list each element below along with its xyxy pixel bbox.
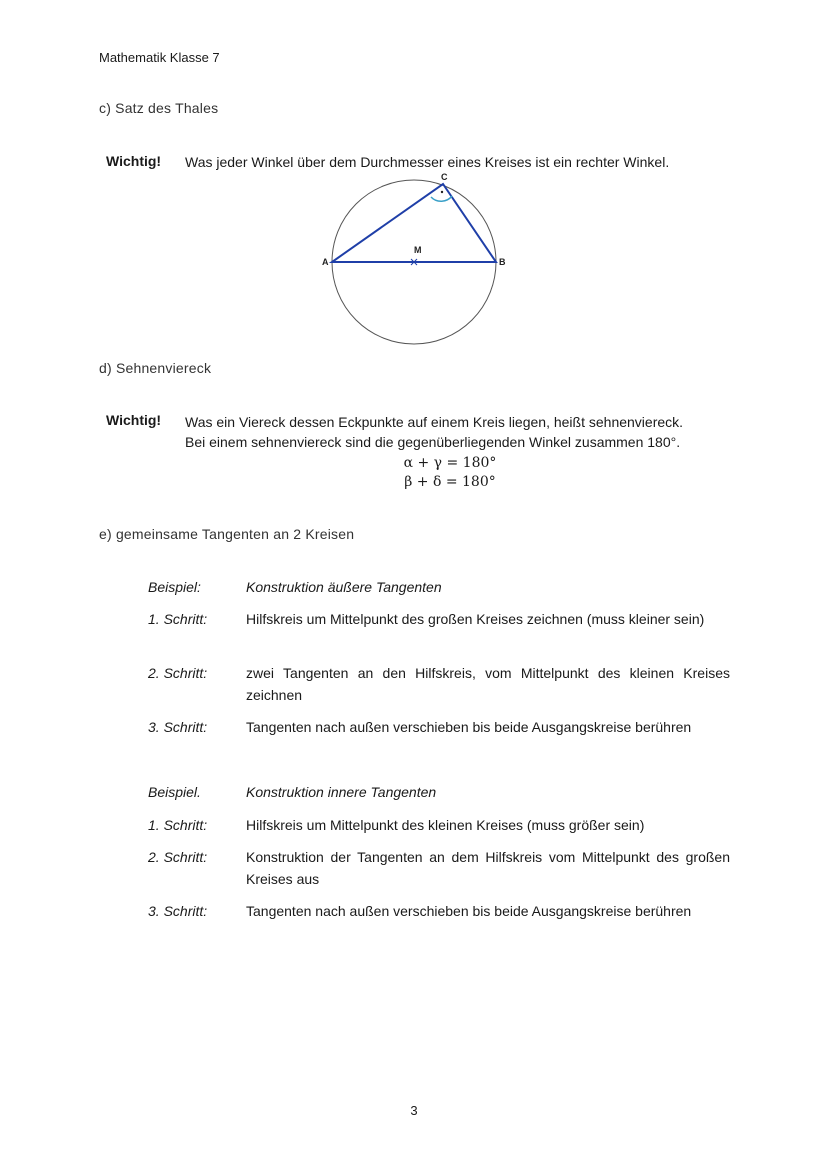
inner-step-2-label: 2. Schritt: bbox=[148, 849, 208, 865]
inner-step-2-text: Konstruktion der Tangenten an dem Hilfskreis vom Mittelpunkt des großen Kreises aus bbox=[246, 849, 730, 887]
outer-example-label: Beispiel: bbox=[148, 579, 201, 595]
page-number: 3 bbox=[410, 1103, 418, 1118]
outer-step-1-text: Hilfskreis um Mittelpunkt des großen Kreises zeichnen (muss kleiner sein) bbox=[246, 611, 705, 627]
inner-example-title: Konstruktion innere Tangenten bbox=[246, 784, 437, 800]
inner-step-3-label: 3. Schritt: bbox=[148, 903, 208, 919]
outer-step-2-label: 2. Schritt: bbox=[148, 665, 208, 681]
outer-step-1-label: 1. Schritt: bbox=[148, 611, 208, 627]
sehnen-formulas bbox=[390, 454, 510, 492]
sehnen-important-label: Wichtig! bbox=[106, 412, 162, 428]
outer-step-3-text: Tangenten nach außen verschieben bis beide Ausgangskreise berühren bbox=[246, 719, 692, 735]
point-label-b: B bbox=[499, 257, 506, 267]
thales-diagram bbox=[310, 168, 520, 348]
point-label-m: M bbox=[414, 245, 422, 255]
page-header: Mathematik Klasse 7 bbox=[99, 50, 220, 65]
sehnen-important-text-2: Bei einem sehnenviereck sind die gegenüberliegenden Winkel zusammen 180°. bbox=[185, 434, 681, 450]
inner-step-1-text: Hilfskreis um Mittelpunkt des kleinen Kreises (muss größer sein) bbox=[246, 817, 645, 833]
right-angle-dot bbox=[441, 191, 443, 193]
right-angle-marker bbox=[431, 196, 452, 201]
inner-example-label: Beispiel. bbox=[148, 784, 201, 800]
formula-alpha-gamma: α + γ = 180° bbox=[403, 455, 497, 471]
formula-beta-delta: β + δ = 180° bbox=[404, 474, 496, 490]
inner-step-3-text: Tangenten nach außen verschieben bis beide Ausgangskreise berühren bbox=[246, 903, 692, 919]
outer-step-3-label: 3. Schritt: bbox=[148, 719, 208, 735]
section-title-tangenten: e) gemeinsame Tangenten an 2 Kreisen bbox=[99, 526, 355, 542]
outer-step-2-text: zwei Tangenten an den Hilfskreis, vom Mittelpunkt des kleinen Kreises zeichnen bbox=[246, 665, 730, 703]
outer-example-title: Konstruktion äußere Tangenten bbox=[246, 579, 442, 595]
thales-important-label: Wichtig! bbox=[106, 153, 162, 169]
section-title-thales: c) Satz des Thales bbox=[99, 100, 219, 116]
sehnen-important-text-1: Was ein Viereck dessen Eckpunkte auf einem Kreis liegen, heißt sehnenviereck. bbox=[185, 414, 684, 430]
point-label-c: C bbox=[441, 172, 448, 182]
thales-important-text: Was jeder Winkel über dem Durchmesser eines Kreises ist ein rechter Winkel. bbox=[185, 154, 670, 170]
inner-step-1-label: 1. Schritt: bbox=[148, 817, 208, 833]
section-title-sehnenviereck: d) Sehnenviereck bbox=[99, 360, 212, 376]
point-label-a: A bbox=[322, 257, 329, 267]
